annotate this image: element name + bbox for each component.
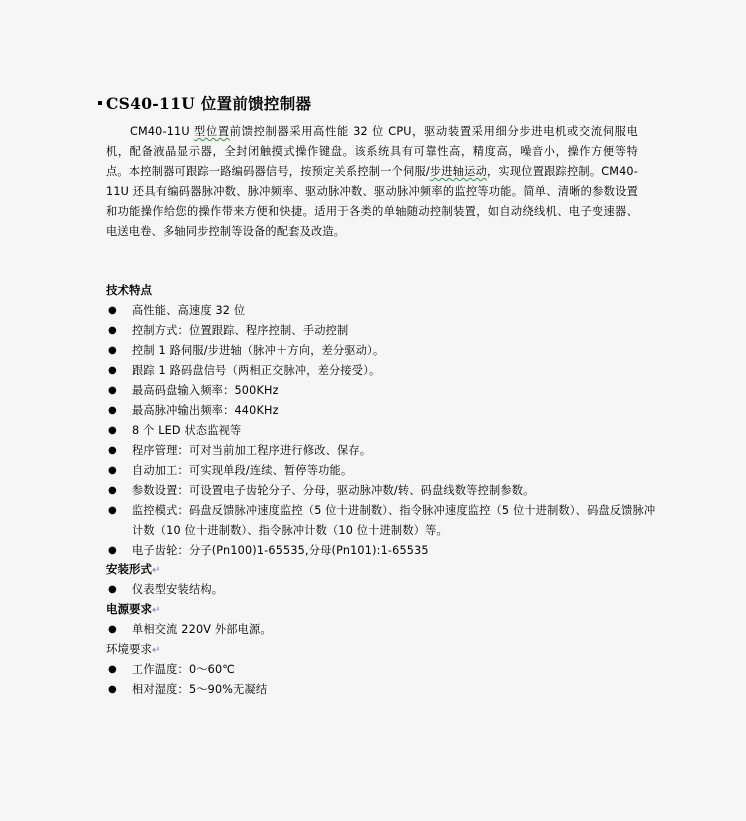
power-heading: 电源要求↵ <box>106 602 161 616</box>
features-heading: 技术特点 <box>106 283 152 297</box>
list-item-text: 参数设置：可设置电子齿轮分子、分母，驱动脉冲数/转、码盘线数等控制参数。 <box>132 484 535 497</box>
install-list <box>106 580 666 600</box>
features-list <box>106 301 666 561</box>
list-item-text: 自动加工：可实现单段/连续、暂停等功能。 <box>132 464 353 477</box>
heading-bullet-icon <box>98 101 102 105</box>
bullet-icon: ● <box>108 325 117 336</box>
list-item-text: 程序管理：可对当前加工程序进行修改、保存。 <box>132 444 372 457</box>
bullet-icon: ● <box>108 345 117 356</box>
list-item <box>106 481 666 501</box>
list-item-text: 高性能、高速度 32 位 <box>132 304 246 317</box>
list-item-text: 监控模式：码盘反馈脉冲速度监控（5 位十进制数）、指令脉冲速度监控（5 位十进制数）、码盘反馈脉冲计数（10 位十进制数）、指令脉冲计数（10 位十进制数）等。 <box>132 504 656 537</box>
bullet-icon: ● <box>108 405 117 416</box>
bullet-icon: ● <box>108 465 117 476</box>
bullet-icon: ● <box>108 425 117 436</box>
list-item <box>106 301 666 321</box>
list-item-text: 控制方式：位置跟踪、程序控制、手动控制 <box>132 324 349 337</box>
bullet-icon: ● <box>108 664 117 675</box>
intro-paragraph: CM40-11U 型位置前馈控制器采用高性能 32 位 CPU，驱动装置采用细分步进电机或交流伺服电机，配备液晶显示器，全封闭触摸式操作键盘。该系统具有可靠性高，精度高，噪音小，操作方便等特点。本控制器可跟踪一路编码器信号，按预定关系控制一个伺服/步进轴运动，实现位置跟踪控制。CM40-11U 还具有编码器脉冲数、脉冲频率、驱动脉冲数、驱动脉冲频率的监控等功能。简单、清晰的参数设置和功能操作给您的操作带来方便和快捷。适用于各类的单轴随动控制装置，如自动绕线机、电子变速器、电送电卷、多轴同步控制等设备的配套及改造。 <box>106 125 638 238</box>
bullet-icon: ● <box>108 584 117 595</box>
list-item <box>106 660 666 680</box>
bullet-icon: ● <box>108 545 117 556</box>
list-item <box>106 321 666 341</box>
bullet-icon: ● <box>108 684 117 695</box>
environment-list <box>106 660 666 700</box>
list-item-text: 最高码盘输入频率：500KHz <box>132 384 279 397</box>
list-item-text: 仪表型安装结构。 <box>132 583 224 596</box>
list-item-text: 跟踪 1 路码盘信号（两相正交脉冲，差分接受）。 <box>132 364 381 377</box>
bullet-icon: ● <box>108 485 117 496</box>
list-item <box>106 541 666 561</box>
list-item-text: 最高脉冲输出频率：440KHz <box>132 404 279 417</box>
bullet-icon: ● <box>108 505 117 516</box>
list-item <box>106 441 666 461</box>
list-item-text: 工作温度：0～60℃ <box>132 663 236 676</box>
paragraph-mark-icon: ↵ <box>152 645 161 656</box>
list-item-text: 单相交流 220V 外部电源。 <box>132 623 272 636</box>
list-item <box>106 401 666 421</box>
list-item <box>106 461 666 481</box>
list-item <box>106 421 666 441</box>
list-item <box>106 381 666 401</box>
list-item <box>106 361 666 381</box>
paragraph-mark-icon: ↵ <box>152 565 161 576</box>
bullet-icon: ● <box>108 445 117 456</box>
paragraph-mark-icon: ↵ <box>152 605 161 616</box>
list-item <box>106 341 666 361</box>
document-title: CS40-11U 位置前馈控制器 <box>98 92 311 114</box>
list-item <box>106 680 666 700</box>
list-item-text: 相对湿度：5～90%无凝结 <box>132 683 268 696</box>
list-item-text: 电子齿轮：分子(Pn100)1-65535,分母(Pn101):1-65535 <box>132 544 429 557</box>
list-item <box>106 580 666 600</box>
list-item-text: 8 个 LED 状态监视等 <box>132 424 242 437</box>
bullet-icon: ● <box>108 365 117 376</box>
list-item-text: 控制 1 路伺服/步进轴（脉冲＋方向，差分驱动）。 <box>132 344 385 357</box>
list-item <box>106 620 666 640</box>
power-list <box>106 620 666 640</box>
bullet-icon: ● <box>108 624 117 635</box>
environment-heading: 环境要求↵ <box>106 642 161 656</box>
list-item <box>106 501 666 541</box>
bullet-icon: ● <box>108 305 117 316</box>
install-heading: 安装形式↵ <box>106 562 161 576</box>
bullet-icon: ● <box>108 385 117 396</box>
